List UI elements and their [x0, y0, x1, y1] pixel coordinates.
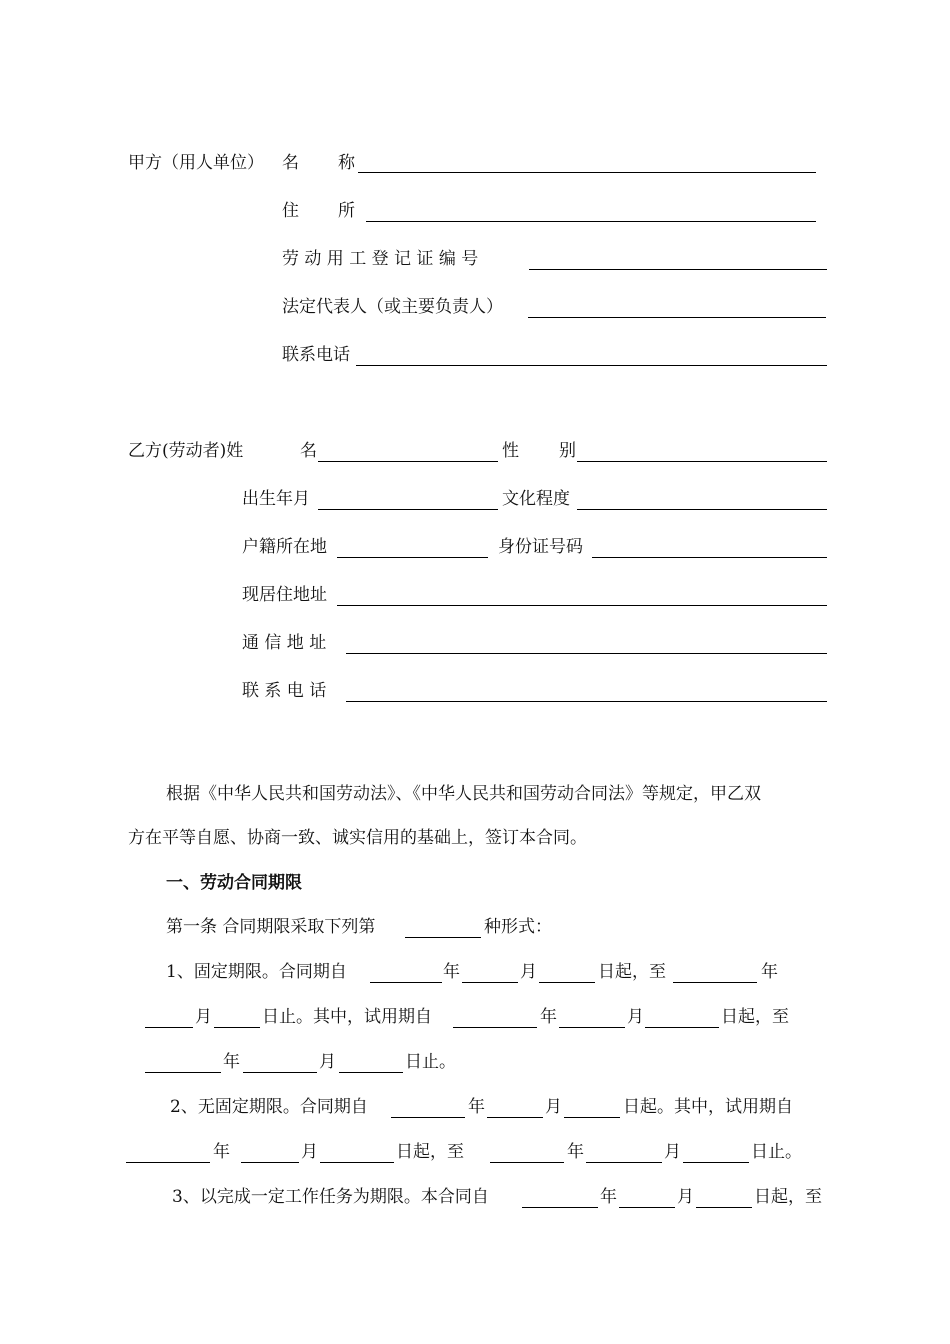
month-label: 月 [319, 1052, 336, 1072]
party-b-phone-label: 联 系 电 话 [242, 681, 327, 701]
party-b-education-label: 文化程度 [502, 489, 570, 509]
month-label: 月 [627, 1007, 644, 1027]
article-1-text: 第一条 合同期限采取下列第 [166, 917, 376, 937]
party-b-residence-label: 现居住地址 [242, 585, 327, 605]
option-1-end-month-field[interactable] [145, 1027, 193, 1028]
month-label: 月 [520, 962, 537, 982]
option-1-end-day-field[interactable] [214, 1027, 260, 1028]
party-b-birth-field[interactable] [318, 509, 498, 510]
party-a-name-label: 名 [282, 153, 299, 173]
party-a-registration-field[interactable] [529, 269, 827, 270]
party-b-gender-label-2: 别 [559, 441, 576, 461]
intro-line-1: 根据《中华人民共和国劳动法》、《中华人民共和国劳动合同法》等规定，甲乙双 [166, 784, 761, 804]
option-2-trial-end-day-field[interactable] [683, 1162, 749, 1163]
option-2-trial-end-year-field[interactable] [490, 1162, 564, 1163]
year-label: 年 [443, 962, 460, 982]
option-2-start-day-field[interactable] [564, 1117, 620, 1118]
trial-start-text: 日起。其中，试用期自 [623, 1097, 793, 1117]
party-a-phone-field[interactable] [356, 365, 827, 366]
option-1-end-year-field[interactable] [673, 982, 757, 983]
option-2-start-year-field[interactable] [391, 1117, 465, 1118]
month-label: 月 [301, 1142, 318, 1162]
party-a-address-field[interactable] [366, 221, 816, 222]
party-a-legal-rep-label: 法定代表人（或主要负责人） [282, 297, 503, 317]
option-1-start-month-field[interactable] [462, 982, 518, 983]
party-a-phone-label: 联系电话 [282, 345, 350, 365]
option-1-start-day-field[interactable] [539, 982, 595, 983]
year-label: 年 [540, 1007, 557, 1027]
party-a-registration-label: 劳 动 用 工 登 记 证 编 号 [282, 249, 479, 269]
party-b-mail-field[interactable] [346, 653, 827, 654]
day-from-to-label: 日起，至 [721, 1007, 789, 1027]
party-b-label: 乙方(劳动者)姓 [128, 441, 244, 461]
party-a-address-label-2: 所 [338, 201, 355, 221]
option-3-text: 3、以完成一定工作任务为期限。本合同自 [172, 1187, 489, 1207]
option-2-start-month-field[interactable] [487, 1117, 543, 1118]
party-a-address-label: 住 [282, 201, 299, 221]
article-1-text-end: 种形式： [484, 917, 552, 937]
option-2-trial-end-month-field[interactable] [586, 1162, 662, 1163]
option-2-trial-start-day-field[interactable] [320, 1162, 394, 1163]
option-1-trial-end-year-field[interactable] [145, 1072, 221, 1073]
day-from-to-label: 日起，至 [754, 1187, 822, 1207]
option-2-trial-start-month-field[interactable] [241, 1162, 299, 1163]
option-3-start-year-field[interactable] [522, 1207, 598, 1208]
day-end-label: 日止。 [405, 1052, 456, 1072]
day-from-to-label: 日起，至 [598, 962, 666, 982]
party-a-name-field[interactable] [358, 172, 816, 173]
party-b-phone-field[interactable] [346, 701, 827, 702]
party-b-name-label: 名 [300, 441, 317, 461]
year-label: 年 [567, 1142, 584, 1162]
year-label: 年 [468, 1097, 485, 1117]
party-b-birth-label: 出生年月 [242, 489, 310, 509]
option-1-trial-end-day-field[interactable] [339, 1072, 403, 1073]
option-1-start-year-field[interactable] [370, 982, 442, 983]
day-from-to-label: 日起，至 [396, 1142, 464, 1162]
option-2-trial-start-year-field[interactable] [126, 1162, 210, 1163]
trial-text: 日止。其中，试用期自 [262, 1007, 432, 1027]
option-2-text: 2、无固定期限。合同期自 [170, 1097, 368, 1117]
option-3-start-month-field[interactable] [619, 1207, 675, 1208]
month-label: 月 [545, 1097, 562, 1117]
party-b-id-label: 身份证号码 [498, 537, 583, 557]
party-a-name-label-2: 称 [338, 153, 355, 173]
option-1-trial-start-month-field[interactable] [559, 1027, 625, 1028]
month-label: 月 [677, 1187, 694, 1207]
year-label: 年 [213, 1142, 230, 1162]
party-b-education-field[interactable] [577, 509, 827, 510]
party-b-hukou-field[interactable] [337, 557, 488, 558]
option-1-trial-start-day-field[interactable] [645, 1027, 719, 1028]
article-1-choice-field[interactable] [405, 937, 481, 938]
option-1-text: 1、固定期限。合同期自 [166, 962, 347, 982]
party-a-label: 甲方（用人单位） [128, 153, 264, 173]
year-label: 年 [761, 962, 778, 982]
option-1-trial-start-year-field[interactable] [453, 1027, 537, 1028]
year-label: 年 [600, 1187, 617, 1207]
party-b-residence-field[interactable] [337, 605, 827, 606]
party-b-hukou-label: 户籍所在地 [242, 537, 327, 557]
option-3-start-day-field[interactable] [696, 1207, 752, 1208]
party-b-gender-field[interactable] [577, 461, 827, 462]
day-end-label: 日止。 [751, 1142, 802, 1162]
month-label: 月 [664, 1142, 681, 1162]
party-b-id-field[interactable] [592, 557, 827, 558]
section-1-heading: 一、劳动合同期限 [166, 873, 302, 893]
party-a-legal-rep-field[interactable] [528, 317, 826, 318]
party-b-name-field[interactable] [318, 461, 498, 462]
party-b-mail-label: 通 信 地 址 [242, 633, 327, 653]
option-1-trial-end-month-field[interactable] [243, 1072, 317, 1073]
party-b-gender-label: 性 [502, 441, 519, 461]
year-label: 年 [223, 1052, 240, 1072]
month-label: 月 [195, 1007, 212, 1027]
intro-line-2: 方在平等自愿、协商一致、诚实信用的基础上，签订本合同。 [128, 828, 587, 848]
